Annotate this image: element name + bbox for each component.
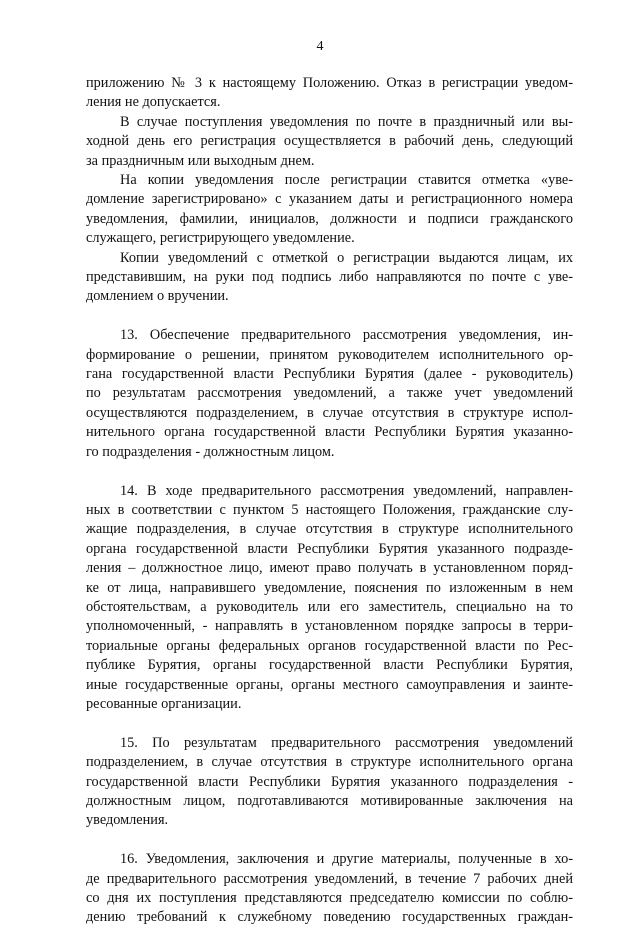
text-line: ных в соответствии с пунктом 5 настоящего Положения, гражданские слу- bbox=[86, 501, 573, 518]
paragraph-gap bbox=[86, 307, 573, 326]
text-line: домлением о вручении. bbox=[86, 288, 229, 305]
page-number: 4 bbox=[316, 39, 324, 54]
paragraph-registration-mark bbox=[86, 171, 573, 249]
text-line: за праздничным или выходным днем. bbox=[86, 152, 315, 169]
clause-14 bbox=[86, 482, 573, 715]
text-line: ления – должностное лицо, имеют право получать в установленном поряд- bbox=[86, 560, 573, 577]
text-line: уведомления, фамилии, инициалов, должности и подписи гражданского bbox=[86, 210, 573, 227]
text-line: уполномоченный, - направлять в установленном порядке запросы в терри- bbox=[86, 618, 573, 635]
text-line: дению требований к служебному поведению государственных граждан- bbox=[86, 909, 573, 926]
text-line: На копии уведомления после регистрации ставится отметка «уве- bbox=[120, 172, 573, 189]
text-line: со дня их поступления представляются председателю комиссии по соблю- bbox=[86, 890, 573, 906]
text-line: гана государственной власти Республики Бурятия (далее - руководитель) bbox=[86, 366, 573, 383]
text-line: 16. Уведомления, заключения и другие материалы, полученные в хо- bbox=[120, 851, 573, 868]
text-line: де предварительного рассмотрения уведомлений, в течение 7 рабочих дней bbox=[86, 870, 573, 887]
paragraph-continuation bbox=[86, 74, 573, 113]
text-line: осуществляются подразделением, в случае отсутствия в структуре испол- bbox=[86, 404, 573, 421]
text-line: должностным лицом, подготавливаются мотивированные заключения на bbox=[86, 792, 573, 809]
text-line: нительного органа государственной власти Республики Бурятия указанно- bbox=[86, 424, 573, 441]
text-line: публике Бурятия, органы государственной власти Республики Бурятия, bbox=[86, 657, 573, 674]
text-line: подразделением, в случае отсутствия в структуре исполнительного органа bbox=[86, 754, 573, 771]
paragraph-holiday-registration bbox=[86, 113, 573, 171]
text-line: ления не допускается. bbox=[86, 94, 221, 111]
text-line: органа государственной власти Республики Бурятия указанного подразде- bbox=[86, 540, 573, 557]
text-line: ке от лица, направившего уведомление, пояснения по изложенным в нем bbox=[86, 579, 573, 596]
text-line: служащего, регистрирующего уведомление. bbox=[86, 230, 355, 247]
text-line: государственной власти Республики Бурятия указанного подразделения - bbox=[86, 773, 573, 790]
text-line: 13. Обеспечение предварительного рассмотрения уведомления, ин- bbox=[120, 327, 573, 344]
text-line: иные государственные органы, органы местного самоуправления и заинте- bbox=[86, 676, 573, 693]
text-line: обстоятельствам, а руководитель или его заместитель, специально на то bbox=[86, 598, 573, 615]
text-line: приложению № 3 к настоящему Положению. Отказ в регистрации уведом- bbox=[86, 75, 573, 91]
text-line: В случае поступления уведомления по почте в праздничный или вы- bbox=[120, 113, 573, 130]
clause-16 bbox=[86, 850, 573, 928]
text-line: го подразделения - должностным лицом. bbox=[86, 443, 335, 460]
text-line: Копии уведомлений с отметкой о регистрации выдаются лицам, их bbox=[120, 249, 573, 266]
text-line: жащие подразделения, в случае отсутствия в структуре исполнительного bbox=[86, 521, 573, 538]
text-line: ториальные органы федеральных органов государственной власти по Рес- bbox=[86, 637, 573, 654]
text-line: уведомления. bbox=[86, 812, 169, 829]
text-line: ходной день его регистрация осуществляется в рабочий день, следующий bbox=[86, 133, 573, 150]
text-line: 14. В ходе предварительного рассмотрения уведомлений, направлен- bbox=[120, 482, 573, 499]
clause-15 bbox=[86, 734, 573, 831]
text-line: 15. По результатам предварительного рассмотрения уведомлений bbox=[120, 734, 573, 751]
text-line: формирование о решении, принятом руководителем исполнительного ор- bbox=[86, 346, 573, 363]
paragraph-gap bbox=[86, 462, 573, 481]
paragraph-copies-issued bbox=[86, 249, 573, 307]
text-line: по результатам рассмотрения уведомлений, а также учет уведомлений bbox=[86, 385, 573, 402]
text-line: ресованные организации. bbox=[86, 695, 242, 712]
text-line: домление зарегистрировано» с указанием даты и регистрационного номера bbox=[86, 191, 573, 208]
paragraph-gap bbox=[86, 714, 573, 733]
document-body bbox=[86, 74, 573, 928]
paragraph-gap bbox=[86, 831, 573, 850]
clause-13 bbox=[86, 326, 573, 462]
text-line: представившим, на руки под подпись либо направляются по почте с уве- bbox=[86, 269, 573, 286]
